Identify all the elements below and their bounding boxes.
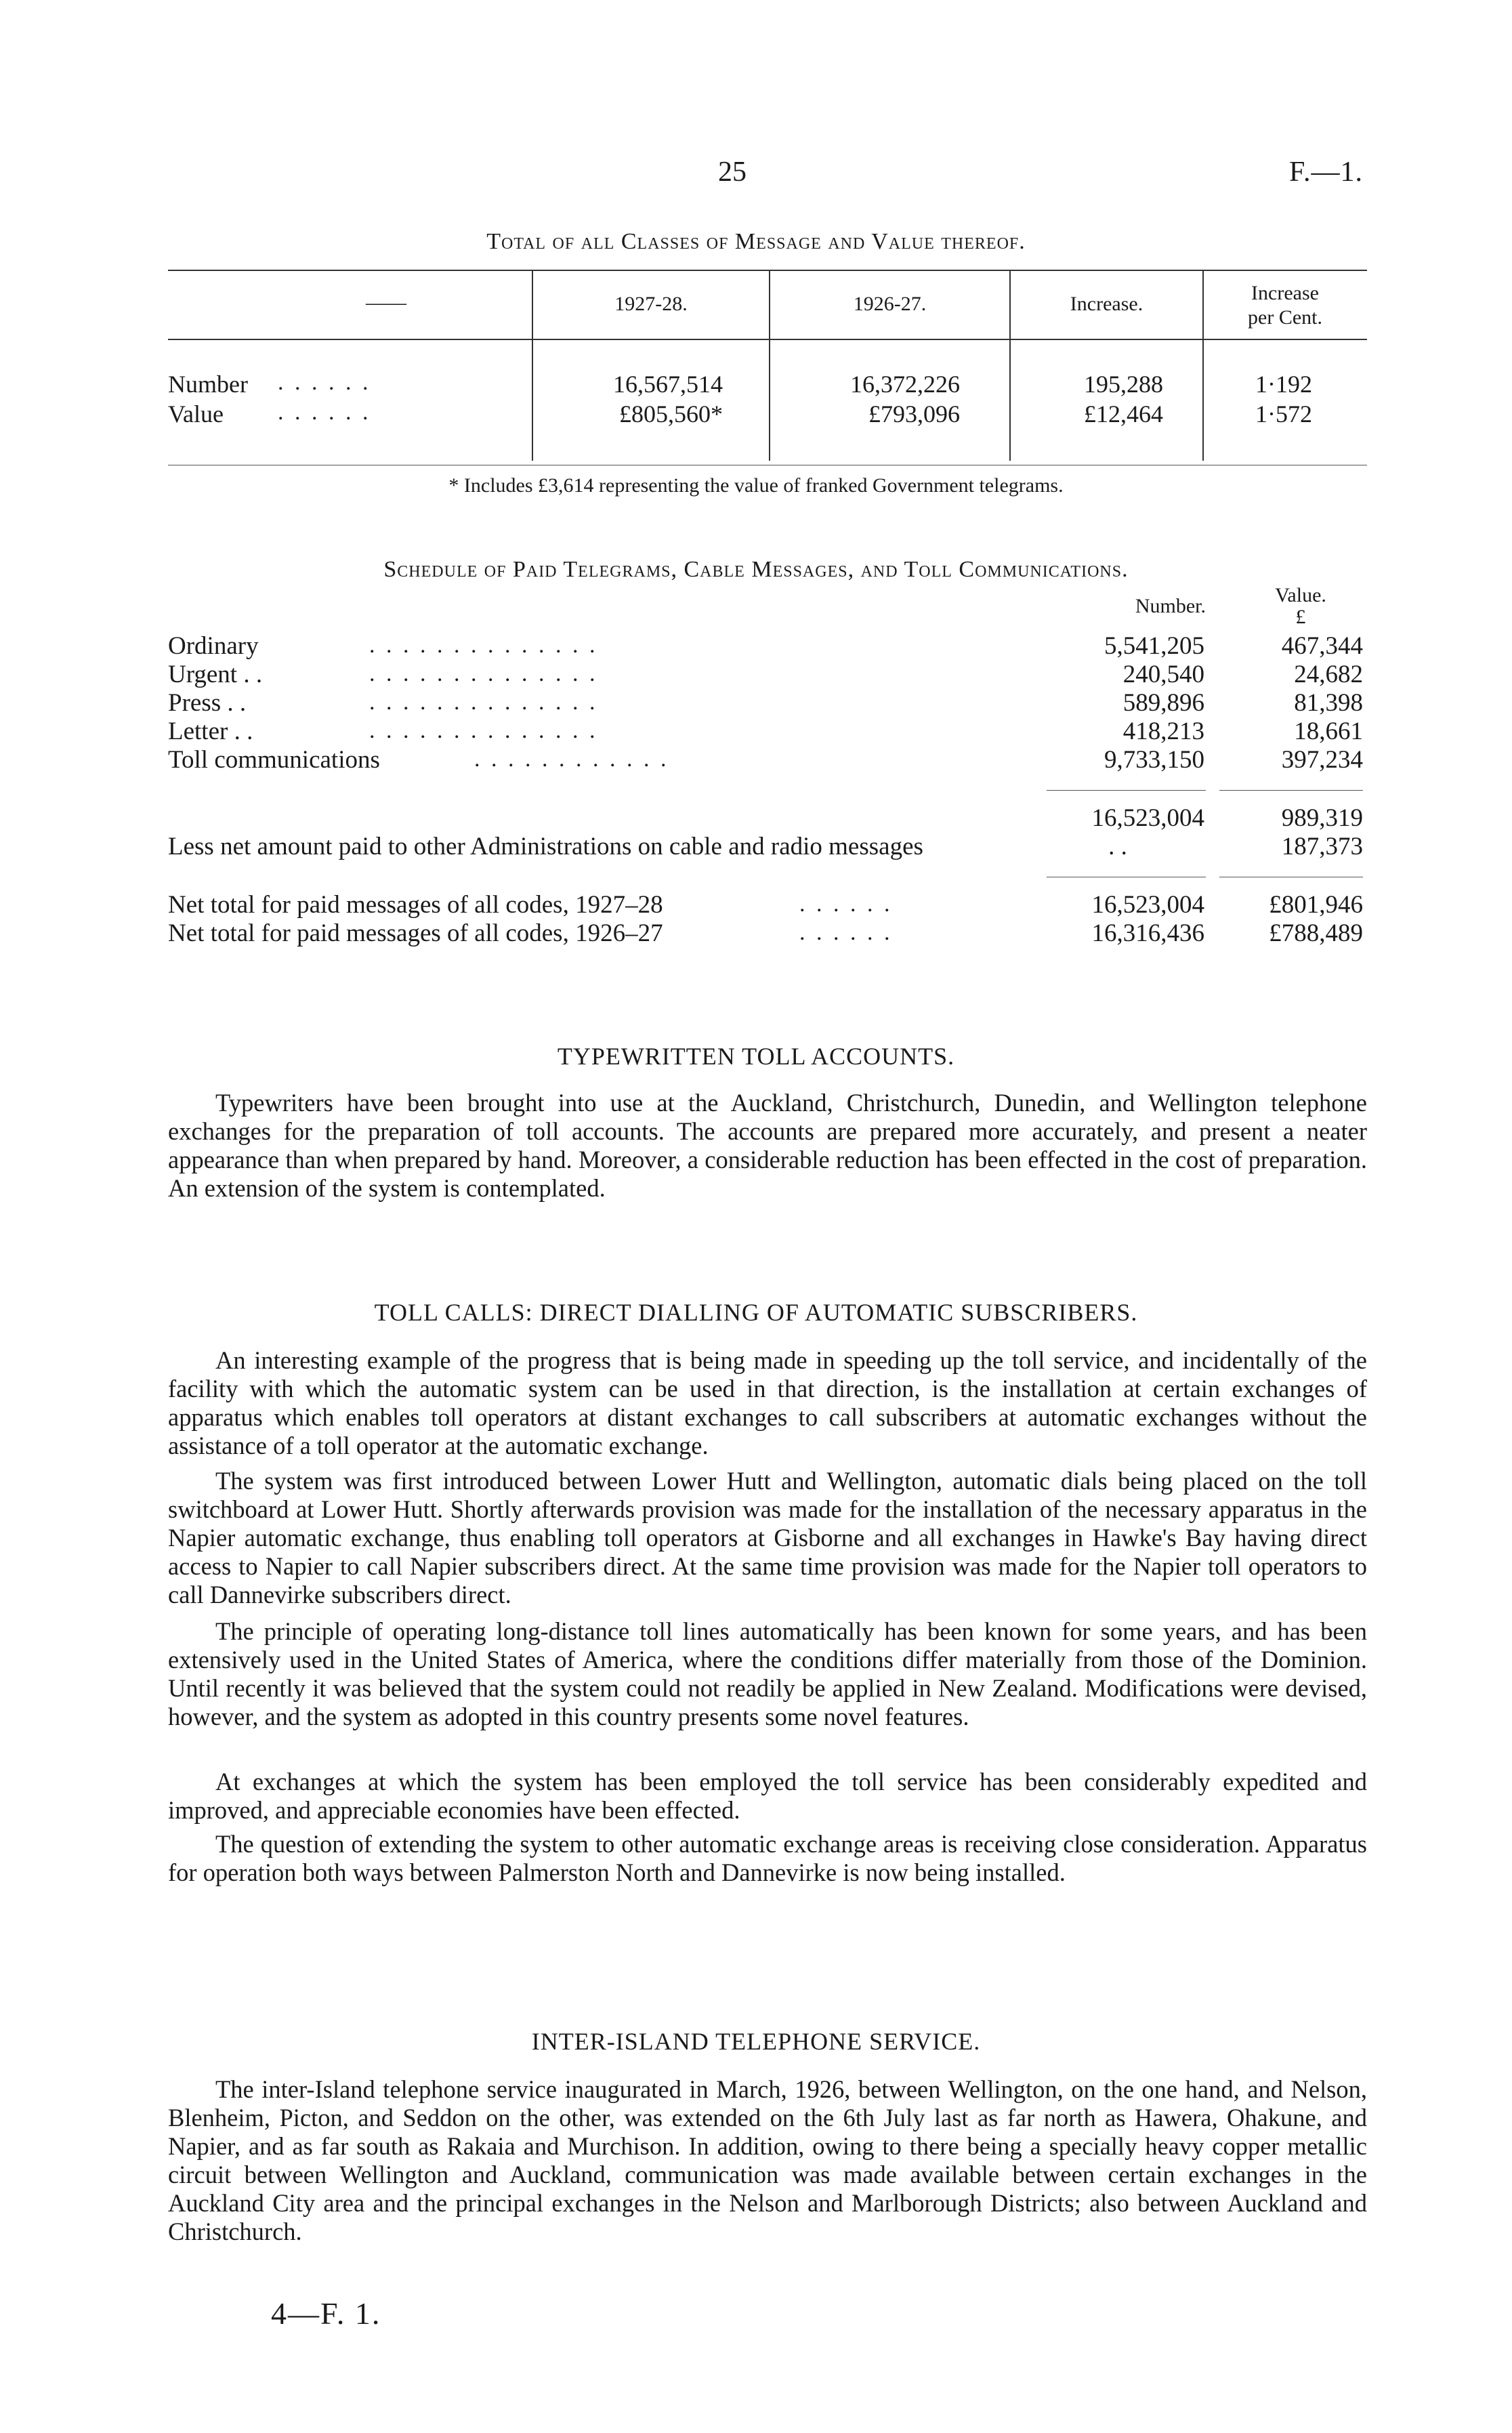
schedule-row-value: 467,344 — [1281, 632, 1363, 660]
schedule-subtotal-value: 989,319 — [1281, 804, 1363, 832]
subtotal-rule — [1047, 790, 1206, 791]
column-header-1927: 1927-28. — [614, 293, 688, 315]
section-heading-typewritten: TYPEWRITTEN TOLL ACCOUNTS. — [557, 1043, 955, 1070]
paragraph: An interesting example of the progress that is being made in speeding up the toll service, and incidentally of the facility with which the automatic system can be used in that direction, is the installation at certain exchanges of apparatus which enables toll operators at distant exchanges to call subscribers at automatic exchanges without the assistance of a toll operator at the automatic exchange. — [168, 1346, 1367, 1459]
schedule-less-label: Less net amount paid to other Administrations on cable and radio messages — [168, 833, 923, 860]
schedule-less-number: . . — [1108, 833, 1127, 860]
schedule-row-label: Press . . — [168, 689, 247, 717]
table-footnote: * Includes £3,614 representing the value of franked Government telegrams. — [448, 474, 1064, 497]
net-total-value: £801,946 — [1269, 891, 1363, 919]
signature-mark: 4—F. 1. — [271, 2296, 381, 2331]
schedule-col-value: Value. — [1275, 584, 1326, 606]
schedule-row-number: 240,540 — [1122, 661, 1204, 688]
schedule-row-label: Ordinary — [168, 632, 259, 660]
schedule-row-value: 397,234 — [1281, 746, 1363, 774]
page-number: 25 — [718, 157, 747, 188]
column-header-1926: 1926-27. — [853, 293, 927, 315]
schedule-less-value: 187,373 — [1281, 833, 1363, 860]
paragraph: The inter-Island telephone service inaugurated in March, 1926, between Wellington, on the one hand, and Nelson, Blenheim, Picton, and Seddon on the other, was extended on the 6th July last as far north as Hawera, Ohakune, and Napier, and as far south as Rakaia and Murchison. In addition, owing to there being a specially heavy copper metallic circuit between Wellington and Auckland, communication was made available between certain exchanges in the Auckland City area and the principal exchanges in the Nelson and Marlborough Districts; also between Auckland and Christchurch. — [168, 2075, 1367, 2245]
subtotal-rule — [1219, 790, 1363, 791]
schedule-row-dots: . . . . . . . . . . . . . . — [369, 690, 598, 715]
column-header-increase-pct-line2: per Cent. — [1248, 306, 1322, 329]
schedule-row-label: Letter . . — [168, 718, 253, 745]
net-total-label: Net total for paid messages of all codes, 1926–27 — [168, 919, 663, 947]
schedule-row-dots: . . . . . . . . . . . . . . — [369, 633, 598, 658]
cell-value-increase: £12,464 — [1084, 400, 1163, 428]
paragraph: At exchanges at which the system has been employed the toll service has been considerably expedited and improved, and appreciable economies have been effected. — [168, 1767, 1367, 1824]
schedule-col-value-unit: £ — [1295, 606, 1306, 628]
schedule-row-dots: . . . . . . . . . . . . . . — [369, 661, 598, 686]
paragraph: The question of extending the system to other automatic exchange areas is receiving close consideration. Apparatus for operation both ways between Palmerston North and Dannevirke is now being installed. — [168, 1829, 1367, 1886]
column-header-blank: —— — [366, 291, 406, 314]
row-leader-dots: . . . . . . — [278, 370, 371, 395]
schedule-row-value: 81,398 — [1294, 689, 1363, 717]
total-table-caption: Total of all Classes of Message and Value thereof. — [486, 229, 1026, 254]
net-total-number: 16,316,436 — [1091, 919, 1204, 947]
cell-value-1926: £793,096 — [868, 400, 960, 428]
schedule-row-number: 589,896 — [1122, 689, 1204, 717]
schedule-row-value: 24,682 — [1294, 661, 1363, 688]
row-label-number: Number — [168, 371, 248, 398]
schedule-row-dots: . . . . . . . . . . . . . . — [369, 718, 598, 743]
schedule-row-value: 18,661 — [1294, 718, 1363, 745]
schedule-row-number: 9,733,150 — [1104, 746, 1204, 774]
row-label-value: Value — [168, 400, 224, 428]
section-heading-inter-island: INTER-ISLAND TELEPHONE SERVICE. — [531, 2028, 981, 2055]
schedule-row-dots: . . . . . . . . . . . . — [474, 747, 669, 772]
net-total-label: Net total for paid messages of all codes, 1927–28 — [168, 891, 663, 919]
schedule-subtotal-number: 16,523,004 — [1091, 804, 1204, 832]
schedule-col-number: Number. — [1135, 595, 1206, 617]
schedule-title: Schedule of Paid Telegrams, Cable Messages, and Toll Communications. — [383, 557, 1129, 582]
paragraph: Typewriters have been brought into use at the Auckland, Christchurch, Dunedin, and Wellington telephone exchanges for the preparation of toll accounts. The accounts are prepared more accurately, and present a neater appearance than when prepared by hand. Moreover, a considerable reduction has been effected in the cost of preparation. An extension of the system is contemplated. — [168, 1088, 1367, 1202]
paragraph: The system was first introduced between Lower Hutt and Wellington, automatic dials being placed on the toll switchboard at Lower Hutt. Shortly afterwards provision was made for the installation of the necessary apparatus in the Napier automatic exchange, thus enabling toll operators at Gisborne and all exchanges in Hawke's Bay having direct access to Napier to call Napier subscribers direct. At the same time provision was made for the Napier toll operators to call Dannevirke subscribers direct. — [168, 1466, 1367, 1608]
net-total-dots: . . . . . . — [799, 892, 893, 917]
schedule-row-number: 5,541,205 — [1104, 632, 1204, 660]
cell-number-increase: 195,288 — [1084, 371, 1163, 398]
row-leader-dots: . . . . . . — [278, 400, 371, 425]
schedule-row-label: Toll communications — [168, 746, 380, 774]
schedule-row-label: Urgent . . — [168, 661, 263, 688]
table-top-rule — [168, 270, 1367, 271]
schedule-row-number: 418,213 — [1122, 718, 1204, 745]
column-header-increase: Increase. — [1070, 293, 1143, 315]
cell-value-pct: 1·572 — [1255, 400, 1312, 428]
column-header-increase-pct-line1: Increase — [1251, 282, 1319, 304]
cell-value-1927: £805,560* — [619, 400, 723, 428]
document-reference: F.—1. — [1289, 157, 1363, 188]
table-header-rule — [168, 339, 1367, 340]
cell-number-pct: 1·192 — [1255, 371, 1312, 398]
paragraph: The principle of operating long-distance toll lines automatically has been known for some years, and has been extensively used in the United States of America, where the conditions differ materially from those of the Dominion. Until recently it was believed that the system could not readily be applied in New Zealand. Modifications were devised, however, and the system as adopted in this country presents some novel features. — [168, 1617, 1367, 1730]
net-total-dots: . . . . . . — [799, 920, 893, 945]
section-heading-toll-calls: TOLL CALLS: DIRECT DIALLING OF AUTOMATIC SUBSCRIBERS. — [374, 1299, 1138, 1326]
cell-number-1927: 16,567,514 — [613, 371, 723, 398]
net-total-value: £788,489 — [1269, 919, 1363, 947]
cell-number-1926: 16,372,226 — [850, 371, 960, 398]
net-total-number: 16,523,004 — [1091, 891, 1204, 919]
